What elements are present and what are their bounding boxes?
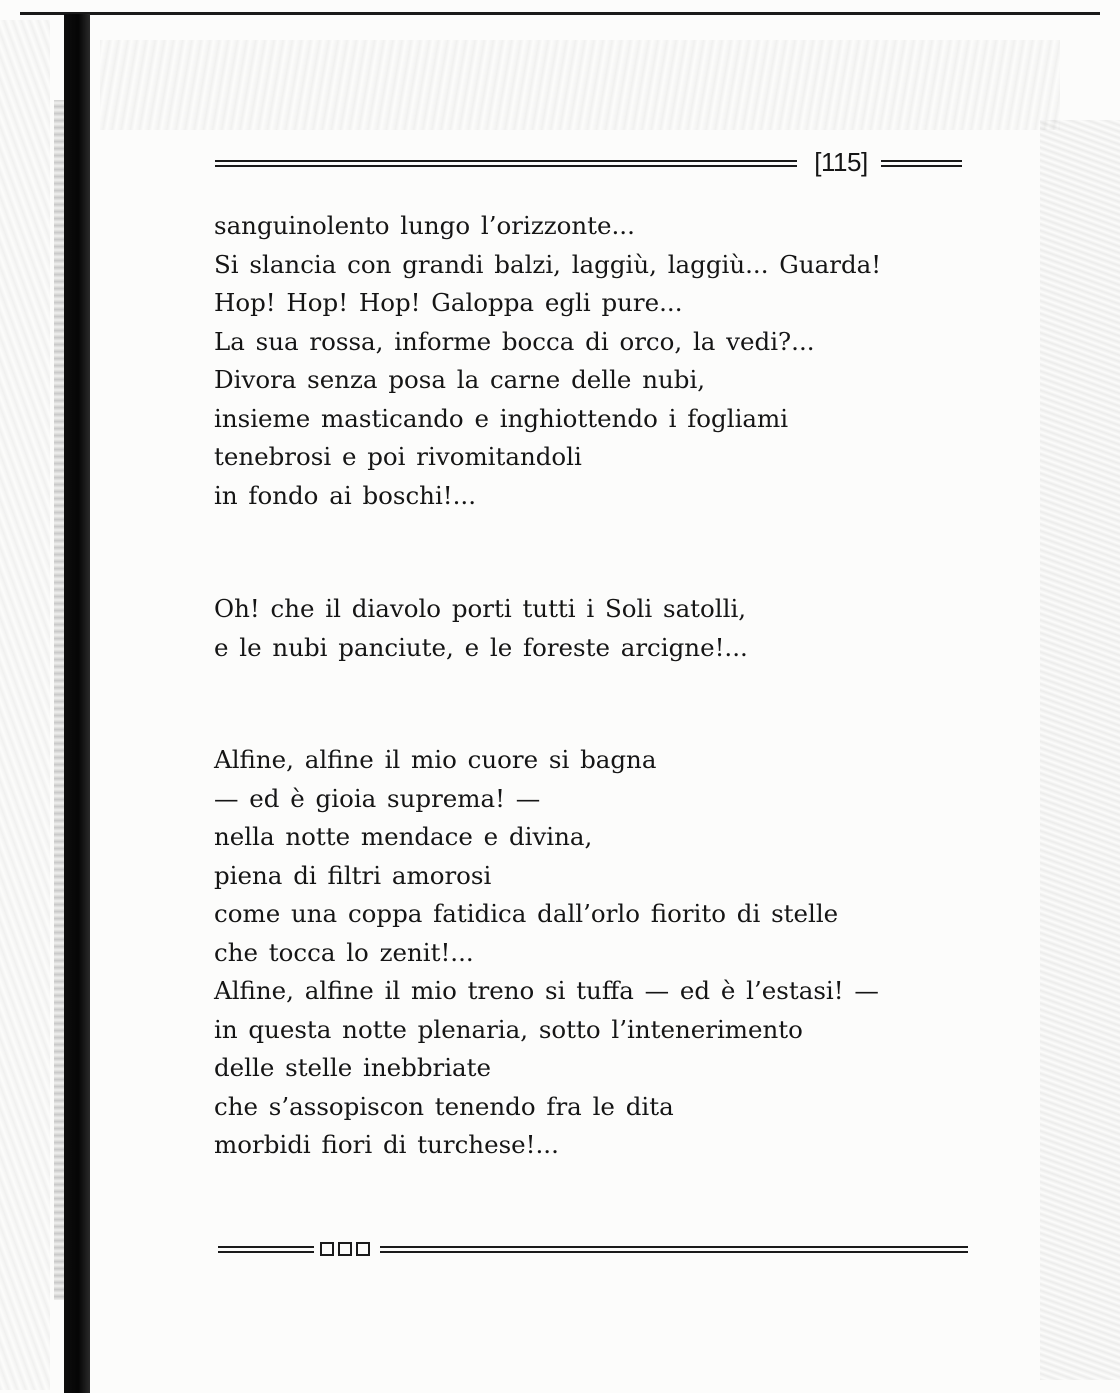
poem-line: Hop! Hop! Hop! Galoppa egli pure... bbox=[214, 288, 683, 317]
poem-line: e le nubi panciute, e le foreste arcigne!... bbox=[214, 632, 748, 662]
poem-stanza-1 bbox=[214, 207, 881, 515]
poem-line: delle stelle inebbriate bbox=[214, 1053, 491, 1082]
poem-line: La sua rossa, informe bocca di orco, la vedi?... bbox=[214, 326, 815, 356]
poem-stanza-2 bbox=[214, 590, 748, 667]
header-rule-right bbox=[881, 160, 962, 167]
footer-rule-right bbox=[380, 1246, 968, 1253]
poem-line: nella notte mendace e divina, bbox=[214, 822, 593, 851]
scan-noise-top bbox=[100, 40, 1060, 130]
poem-line: — ed è gioia suprema! — bbox=[214, 783, 541, 813]
poem-line: morbidi fiori di turchese!... bbox=[214, 1130, 559, 1159]
three-squares-ornament bbox=[320, 1240, 380, 1258]
poem-line: in fondo ai boschi!... bbox=[214, 480, 477, 510]
square-icon bbox=[338, 1242, 352, 1256]
header-rule-left bbox=[215, 160, 797, 167]
poem-line: sanguinolento lungo l’orizzonte... bbox=[214, 211, 635, 240]
poem-line: Alfine, alfine il mio cuore si bagna bbox=[214, 745, 657, 774]
square-icon bbox=[356, 1242, 370, 1256]
poem-line: tenebrosi e poi rivomitandoli bbox=[214, 442, 582, 471]
scan-noise-right bbox=[1040, 120, 1120, 1380]
scan-noise-left bbox=[0, 20, 50, 1390]
page-number: [115] bbox=[814, 147, 868, 177]
poem-stanza-3 bbox=[214, 741, 879, 1165]
poem-line: che s’assopiscon tenendo fra le dita bbox=[214, 1091, 674, 1121]
footer-rule-left bbox=[218, 1246, 314, 1253]
poem-line: Si slancia con grandi balzi, laggiù, laggiù... Guarda! bbox=[214, 249, 882, 279]
poem-line: come una coppa fatidica dall’orlo fiorito di stelle bbox=[214, 899, 839, 928]
page-footer-ornament bbox=[218, 1238, 968, 1260]
poem-line: insieme masticando e inghiottendo i fogliami bbox=[214, 403, 789, 433]
poem-line: in questa notte plenaria, sotto l’intenerimento bbox=[214, 1014, 803, 1044]
square-icon bbox=[320, 1242, 334, 1256]
scan-top-edge bbox=[20, 12, 1100, 15]
scan-binding-shadow bbox=[54, 100, 64, 1300]
poem-line: Oh! che il diavolo porti tutti i Soli satolli, bbox=[214, 594, 747, 623]
book-binding-edge bbox=[64, 14, 90, 1393]
poem-line: piena di filtri amorosi bbox=[214, 860, 492, 890]
page-header bbox=[215, 145, 962, 179]
poem-line: che tocca lo zenit!... bbox=[214, 937, 474, 967]
poem-line: Alfine, alfine il mio treno si tuffa — ed è l’estasi! — bbox=[214, 976, 879, 1005]
poem-line: Divora senza posa la carne delle nubi, bbox=[214, 365, 706, 394]
